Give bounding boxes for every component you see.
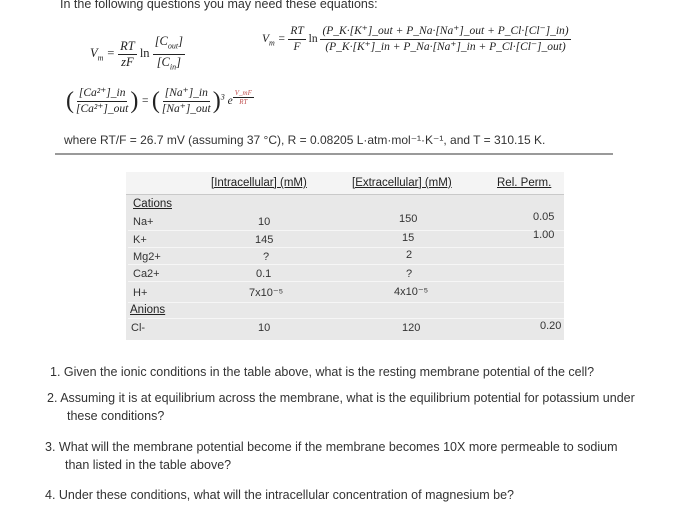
ion-label: K+ — [133, 234, 147, 246]
ion-label: Ca2+ — [133, 268, 160, 280]
header-rel-perm: Rel. Perm. — [497, 177, 552, 189]
intracellular-value: 145 — [255, 234, 274, 246]
ion-label: Mg2+ — [133, 251, 161, 263]
section-anions: Anions — [130, 304, 166, 316]
row-divider — [128, 302, 564, 303]
header-intracellular: [Intracellular] (mM) — [211, 177, 307, 189]
question-1: 1. Given the ionic conditions in the table above, what is the resting membrane potential of the cell? — [50, 365, 595, 379]
question-2 — [47, 389, 647, 425]
ion-label: H+ — [133, 287, 148, 299]
nernst-equation: $V_m$ = $\frac{RT}{zF}$ ln $\frac{[C_{out}]}{[C_{in}]}$ — [90, 34, 183, 71]
rel-perm-value: 1.00 — [533, 229, 555, 241]
constants-text: where RT/F = 26.7 mV (assuming 37 °C), R = 0.08205 L·atm·mol⁻¹·K⁻¹, and T = 310.15 K. — [64, 133, 546, 147]
row-divider — [128, 230, 564, 231]
row-divider — [128, 264, 564, 265]
intro-text: In the following questions you may need these equations: — [60, 0, 378, 11]
rel-perm-value: 0.20 — [540, 320, 562, 332]
intracellular-value: ? — [263, 251, 270, 263]
row-divider — [128, 281, 564, 282]
section-cations: Cations — [133, 198, 172, 210]
exchanger-equation: ( $\frac{\text{[Ca²⁺]\_in}}{\text{[Ca²⁺]\_out}}$ ) = ( $\frac{[Na^+]\_in}{\text{[Na⁺]\_out}}$ )$^3$ e $^{\frac{V\_mF}{RT}}$ — [66, 87, 252, 115]
question-3-text: 3. What will the membrane potential become if the membrane becomes 10X more permeable to sodium than listed in the table above? — [45, 440, 618, 472]
intracellular-value: 10 — [258, 216, 271, 228]
question-4: 4. Under these conditions, what will the intracellular concentration of magnesium be? — [45, 488, 515, 502]
intracellular-value: 0.1 — [256, 268, 272, 280]
extracellular-value: ? — [406, 268, 413, 280]
question-2-text: 2. Assuming it is at equilibrium across the membrane, what is the equilibrium potential for potassium under these conditions? — [47, 391, 635, 423]
intracellular-value: 7x10⁻⁵ — [249, 287, 284, 299]
header-extracellular: [Extracellular] (mM) — [352, 177, 452, 189]
ion-label: Cl- — [131, 322, 146, 334]
extracellular-value: 2 — [406, 249, 413, 261]
ion-label: Na+ — [133, 216, 154, 228]
rel-perm-value: 0.05 — [533, 211, 555, 223]
extracellular-value: 15 — [402, 232, 415, 244]
ghk-equation: $V_m$ = $\frac{RT}{F}$ ln $\frac{\text{(P\_K·[K⁺]\_out + P\_Na·[Na⁺]\_out + P\_Cl·[Cl⁻]\_in)}}{\text{(P\_K·[K⁺]\_in + P\_Na·[Na⁺]\_in + P\_Cl·[Cl⁻]\_out)}}$ — [262, 25, 569, 53]
extracellular-value: 4x10⁻⁵ — [394, 286, 429, 298]
divider — [55, 153, 613, 155]
extracellular-value: 120 — [402, 322, 421, 334]
extracellular-value: 150 — [399, 213, 418, 225]
row-divider — [128, 318, 564, 319]
question-3 — [45, 438, 645, 474]
ion-table — [126, 172, 564, 340]
intracellular-value: 10 — [258, 322, 271, 334]
row-divider — [128, 247, 564, 248]
